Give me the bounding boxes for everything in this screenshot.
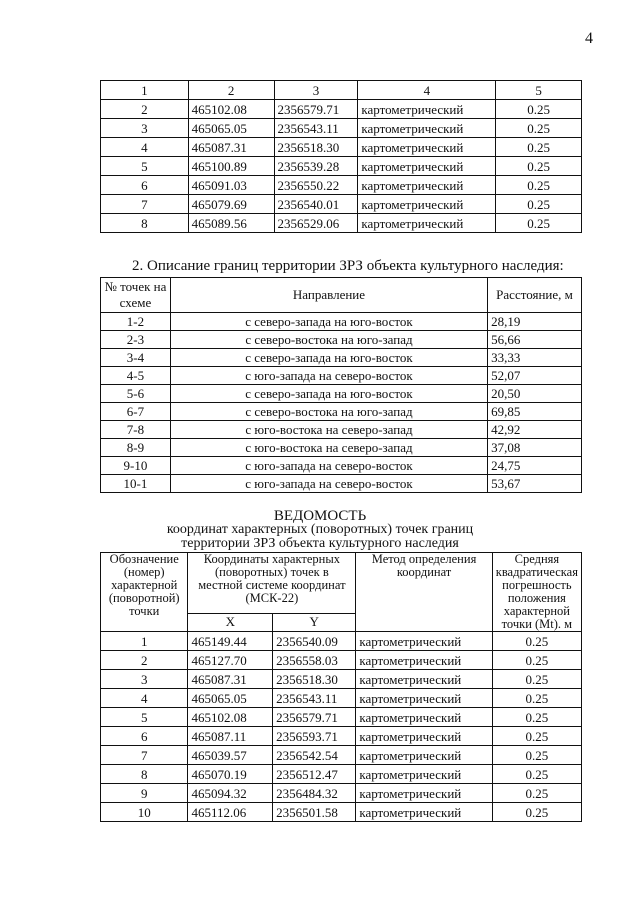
table-cell: 3-4 xyxy=(101,349,171,367)
table-cell: картометрический xyxy=(356,632,492,651)
table-cell: 7 xyxy=(101,746,188,765)
table-row xyxy=(101,331,582,349)
table-cell: 2356484.32 xyxy=(273,784,356,803)
table-cell: 465094.32 xyxy=(188,784,273,803)
table-cell: 10 xyxy=(101,803,188,822)
table-cell: 37,08 xyxy=(488,439,582,457)
table-cell: 4-5 xyxy=(101,367,171,385)
table-row xyxy=(101,214,582,233)
table-cell: 0.25 xyxy=(492,784,581,803)
table-row xyxy=(101,632,582,651)
table-cell: 5-6 xyxy=(101,385,171,403)
table-cell: 2356542.54 xyxy=(273,746,356,765)
table-row xyxy=(101,138,582,157)
table-cell: 7-8 xyxy=(101,421,171,439)
vedomost-title: ВЕДОМОСТЬ xyxy=(273,508,367,524)
table-cell: 465070.19 xyxy=(188,765,273,784)
table-cell: 465087.31 xyxy=(188,138,274,157)
table-cell: 465102.08 xyxy=(188,100,274,119)
table-cell: 2356543.11 xyxy=(274,119,358,138)
table-cell: картометрический xyxy=(358,100,496,119)
table-cell: 0.25 xyxy=(492,727,581,746)
coordinates-table-continued xyxy=(100,80,582,233)
table-cell: с юго-запада на северо-восток xyxy=(170,367,487,385)
table-cell: с юго-востока на северо-запад xyxy=(170,421,487,439)
table-cell: картометрический xyxy=(358,157,496,176)
table-row xyxy=(101,670,582,689)
table-cell: 0.25 xyxy=(496,214,582,233)
table-cell: 465091.03 xyxy=(188,176,274,195)
table-cell: картометрический xyxy=(358,119,496,138)
table-cell: с северо-востока на юго-запад xyxy=(170,403,487,421)
table-cell: 5 xyxy=(101,157,189,176)
table-cell: 465089.56 xyxy=(188,214,274,233)
table-cell: 0.25 xyxy=(492,689,581,708)
table-row xyxy=(101,651,582,670)
column-header-error: Средняя квадратическая погрешность положения характерной точки (Mt). м xyxy=(492,553,581,632)
table-cell: с северо-востока на юго-запад xyxy=(170,331,487,349)
table-cell: 53,67 xyxy=(488,475,582,493)
table-cell: 465102.08 xyxy=(188,708,273,727)
table-cell: 8 xyxy=(101,765,188,784)
table-cell: 2356550.22 xyxy=(274,176,358,195)
table-cell: картометрический xyxy=(358,176,496,195)
table-cell: 2356579.71 xyxy=(273,708,356,727)
table-cell: 465087.31 xyxy=(188,670,273,689)
table-row xyxy=(101,765,582,784)
table-cell: картометрический xyxy=(356,803,492,822)
table-cell: с северо-запада на юго-восток xyxy=(170,313,487,331)
column-header-method: Метод определения координат xyxy=(356,553,492,632)
table-cell: 8-9 xyxy=(101,439,171,457)
table-row xyxy=(101,689,582,708)
table-row xyxy=(101,746,582,765)
table-cell: с северо-запада на юго-восток xyxy=(170,349,487,367)
table-cell: 465149.44 xyxy=(188,632,273,651)
table-header-row xyxy=(101,553,582,614)
table-cell: картометрический xyxy=(356,784,492,803)
table-cell: 2356543.11 xyxy=(273,689,356,708)
table-cell: 2356501.58 xyxy=(273,803,356,822)
column-header: 1 xyxy=(101,81,189,100)
column-header-y: Y xyxy=(273,613,356,631)
table-cell: 465100.89 xyxy=(188,157,274,176)
table-row xyxy=(101,176,582,195)
table-cell: 3 xyxy=(101,119,189,138)
table-cell: 0.25 xyxy=(492,632,581,651)
column-header: 4 xyxy=(358,81,496,100)
column-header: 3 xyxy=(274,81,358,100)
table-cell: картометрический xyxy=(358,214,496,233)
table-cell: 56,66 xyxy=(488,331,582,349)
table-cell: картометрический xyxy=(356,651,492,670)
table-cell: 2356539.28 xyxy=(274,157,358,176)
table-cell: 20,50 xyxy=(488,385,582,403)
table-cell: 24,75 xyxy=(488,457,582,475)
table-row xyxy=(101,349,582,367)
column-header-point-id: Обозначение (номер) характерной (поворотной) точки xyxy=(101,553,188,632)
table-cell: 0.25 xyxy=(496,119,582,138)
table-cell: 4 xyxy=(101,689,188,708)
table-cell: с юго-запада на северо-восток xyxy=(170,475,487,493)
table-cell: картометрический xyxy=(356,746,492,765)
table-cell: 7 xyxy=(101,195,189,214)
table-cell: 6 xyxy=(101,727,188,746)
table-row xyxy=(101,195,582,214)
table-cell: с юго-запада на северо-восток xyxy=(170,457,487,475)
table-row xyxy=(101,313,582,331)
table-cell: картометрический xyxy=(356,689,492,708)
column-header-coordinates: Координаты характерных (поворотных) точек в местной системе координат (МСК-22) xyxy=(188,553,356,614)
column-header: 2 xyxy=(188,81,274,100)
table-cell: 2356593.71 xyxy=(273,727,356,746)
table-cell: 2 xyxy=(101,651,188,670)
table-cell: 2356518.30 xyxy=(273,670,356,689)
table-cell: 5 xyxy=(101,708,188,727)
boundary-description-table xyxy=(100,277,582,493)
table-cell: картометрический xyxy=(356,670,492,689)
table-cell: 69,85 xyxy=(488,403,582,421)
table-cell: 2356579.71 xyxy=(274,100,358,119)
table-cell: картометрический xyxy=(356,765,492,784)
table-cell: 8 xyxy=(101,214,189,233)
table-cell: картометрический xyxy=(358,195,496,214)
vedomost-subtitle-line2: территории ЗРЗ объекта культурного наследия xyxy=(181,536,459,551)
table-cell: 0.25 xyxy=(496,138,582,157)
table-cell: 33,33 xyxy=(488,349,582,367)
table-cell: 2356518.30 xyxy=(274,138,358,157)
table-cell: 1-2 xyxy=(101,313,171,331)
table-cell: 52,07 xyxy=(488,367,582,385)
column-header: 5 xyxy=(496,81,582,100)
table-cell: 2 xyxy=(101,100,189,119)
table-row xyxy=(101,421,582,439)
table-cell: 42,92 xyxy=(488,421,582,439)
table-cell: 465112.06 xyxy=(188,803,273,822)
table-row xyxy=(101,475,582,493)
table-row xyxy=(101,784,582,803)
table-cell: 465087.11 xyxy=(188,727,273,746)
table-cell: 2356540.09 xyxy=(273,632,356,651)
table-cell: 465065.05 xyxy=(188,119,274,138)
table-cell: 2356540.01 xyxy=(274,195,358,214)
table-cell: 0.25 xyxy=(496,195,582,214)
table-row xyxy=(101,385,582,403)
table-cell: 2356512.47 xyxy=(273,765,356,784)
coordinates-statement-table xyxy=(100,552,582,822)
column-header-direction: Направление xyxy=(170,278,487,313)
table-cell: 2356529.06 xyxy=(274,214,358,233)
table-cell: 10-1 xyxy=(101,475,171,493)
table-cell: 0.25 xyxy=(496,100,582,119)
column-header-points: № точек на схеме xyxy=(101,278,171,313)
table-cell: 28,19 xyxy=(488,313,582,331)
column-header-distance: Расстояние, м xyxy=(488,278,582,313)
table-row xyxy=(101,708,582,727)
table-cell: 9-10 xyxy=(101,457,171,475)
table-cell: 1 xyxy=(101,632,188,651)
table-cell: с северо-запада на юго-восток xyxy=(170,385,487,403)
table-cell: 3 xyxy=(101,670,188,689)
table-header-row xyxy=(101,278,582,313)
page-number: 4 xyxy=(585,30,593,47)
table-cell: 9 xyxy=(101,784,188,803)
table-cell: 0.25 xyxy=(496,176,582,195)
table-cell: 2356558.03 xyxy=(273,651,356,670)
column-header-x: X xyxy=(188,613,273,631)
table-cell: 465039.57 xyxy=(188,746,273,765)
table-cell: 0.25 xyxy=(496,157,582,176)
table-row xyxy=(101,100,582,119)
table-cell: картометрический xyxy=(358,138,496,157)
table-cell: 4 xyxy=(101,138,189,157)
table-row xyxy=(101,367,582,385)
table-row xyxy=(101,727,582,746)
table-cell: 465127.70 xyxy=(188,651,273,670)
table-row xyxy=(101,157,582,176)
table-cell: 0.25 xyxy=(492,670,581,689)
table-cell: картометрический xyxy=(356,708,492,727)
table-row xyxy=(101,457,582,475)
table-row xyxy=(101,403,582,421)
table-cell: 465079.69 xyxy=(188,195,274,214)
table-cell: 0.25 xyxy=(492,708,581,727)
table-cell: 0.25 xyxy=(492,746,581,765)
table-cell: 0.25 xyxy=(492,803,581,822)
vedomost-subtitle-line1: координат характерных (поворотных) точек границ xyxy=(166,522,474,537)
table-header-row xyxy=(101,81,582,100)
table-row xyxy=(101,439,582,457)
table-cell: 0.25 xyxy=(492,765,581,784)
table-cell: 6-7 xyxy=(101,403,171,421)
table-cell: 465065.05 xyxy=(188,689,273,708)
table-cell: 2-3 xyxy=(101,331,171,349)
table-row xyxy=(101,119,582,138)
table-row xyxy=(101,803,582,822)
table-cell: 6 xyxy=(101,176,189,195)
table-cell: картометрический xyxy=(356,727,492,746)
table-cell: с юго-востока на северо-запад xyxy=(170,439,487,457)
section-2-title: 2. Описание границ территории ЗРЗ объекта культурного наследия: xyxy=(132,258,564,274)
table-cell: 0.25 xyxy=(492,651,581,670)
